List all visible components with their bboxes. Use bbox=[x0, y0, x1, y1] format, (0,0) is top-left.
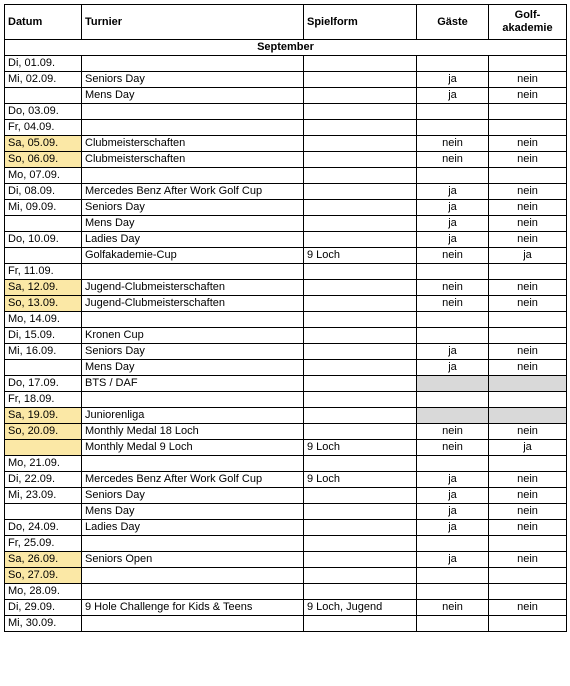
cell-akademie: nein bbox=[489, 552, 567, 568]
cell-datum bbox=[5, 360, 82, 376]
cell-turnier: Seniors Day bbox=[82, 200, 304, 216]
table-row bbox=[5, 584, 567, 600]
cell-gaeste: ja bbox=[417, 88, 489, 104]
cell-gaeste: nein bbox=[417, 440, 489, 456]
cell-akademie bbox=[489, 536, 567, 552]
table-row bbox=[5, 280, 567, 296]
cell-turnier: Golfakademie-Cup bbox=[82, 248, 304, 264]
cell-gaeste: nein bbox=[417, 152, 489, 168]
table-row bbox=[5, 424, 567, 440]
cell-turnier bbox=[82, 120, 304, 136]
cell-turnier: Kronen Cup bbox=[82, 328, 304, 344]
cell-turnier: Clubmeisterschaften bbox=[82, 136, 304, 152]
cell-akademie: nein bbox=[489, 472, 567, 488]
month-row bbox=[5, 40, 567, 56]
cell-gaeste: ja bbox=[417, 472, 489, 488]
cell-spielform bbox=[304, 392, 417, 408]
header-spielform: Spielform bbox=[304, 5, 417, 40]
cell-akademie bbox=[489, 408, 567, 424]
cell-akademie: nein bbox=[489, 136, 567, 152]
cell-gaeste bbox=[417, 120, 489, 136]
cell-datum: Mo, 21.09. bbox=[5, 456, 82, 472]
table-row bbox=[5, 568, 567, 584]
header-gaeste: Gäste bbox=[417, 5, 489, 40]
cell-datum: Mo, 14.09. bbox=[5, 312, 82, 328]
cell-datum: Di, 01.09. bbox=[5, 56, 82, 72]
cell-turnier: Mens Day bbox=[82, 360, 304, 376]
cell-akademie: nein bbox=[489, 280, 567, 296]
table-row bbox=[5, 168, 567, 184]
cell-turnier bbox=[82, 168, 304, 184]
cell-gaeste bbox=[417, 104, 489, 120]
cell-akademie: nein bbox=[489, 184, 567, 200]
table-row bbox=[5, 152, 567, 168]
table-row bbox=[5, 536, 567, 552]
cell-spielform bbox=[304, 328, 417, 344]
cell-turnier bbox=[82, 584, 304, 600]
cell-akademie bbox=[489, 616, 567, 632]
cell-gaeste bbox=[417, 456, 489, 472]
cell-turnier: Ladies Day bbox=[82, 232, 304, 248]
cell-gaeste bbox=[417, 312, 489, 328]
cell-turnier bbox=[82, 104, 304, 120]
cell-akademie: nein bbox=[489, 504, 567, 520]
cell-akademie: nein bbox=[489, 344, 567, 360]
cell-akademie bbox=[489, 104, 567, 120]
cell-turnier: Monthly Medal 9 Loch bbox=[82, 440, 304, 456]
cell-gaeste bbox=[417, 264, 489, 280]
header-datum: Datum bbox=[5, 5, 82, 40]
cell-datum: Mi, 09.09. bbox=[5, 200, 82, 216]
table-row bbox=[5, 360, 567, 376]
cell-spielform bbox=[304, 152, 417, 168]
cell-akademie: nein bbox=[489, 88, 567, 104]
cell-datum: So, 20.09. bbox=[5, 424, 82, 440]
cell-akademie: nein bbox=[489, 296, 567, 312]
cell-spielform bbox=[304, 72, 417, 88]
cell-turnier bbox=[82, 568, 304, 584]
cell-datum: Sa, 19.09. bbox=[5, 408, 82, 424]
cell-datum: So, 13.09. bbox=[5, 296, 82, 312]
cell-gaeste: nein bbox=[417, 136, 489, 152]
cell-akademie: nein bbox=[489, 200, 567, 216]
table-row bbox=[5, 88, 567, 104]
month-label: September bbox=[5, 40, 567, 56]
cell-akademie: nein bbox=[489, 600, 567, 616]
table-row bbox=[5, 184, 567, 200]
cell-datum: Sa, 05.09. bbox=[5, 136, 82, 152]
cell-datum: Sa, 12.09. bbox=[5, 280, 82, 296]
cell-gaeste: ja bbox=[417, 216, 489, 232]
cell-spielform bbox=[304, 136, 417, 152]
cell-spielform bbox=[304, 216, 417, 232]
cell-akademie bbox=[489, 376, 567, 392]
cell-turnier: Monthly Medal 18 Loch bbox=[82, 424, 304, 440]
cell-akademie bbox=[489, 568, 567, 584]
table-row bbox=[5, 600, 567, 616]
cell-gaeste: nein bbox=[417, 424, 489, 440]
table-row bbox=[5, 200, 567, 216]
header-akademie: Golf- akademie bbox=[489, 5, 567, 40]
cell-datum: Fr, 11.09. bbox=[5, 264, 82, 280]
cell-spielform bbox=[304, 536, 417, 552]
cell-spielform bbox=[304, 88, 417, 104]
cell-akademie bbox=[489, 168, 567, 184]
table-row bbox=[5, 120, 567, 136]
cell-gaeste bbox=[417, 616, 489, 632]
cell-spielform bbox=[304, 344, 417, 360]
cell-spielform bbox=[304, 200, 417, 216]
cell-datum: Fr, 18.09. bbox=[5, 392, 82, 408]
table-row bbox=[5, 104, 567, 120]
cell-turnier bbox=[82, 264, 304, 280]
table-row bbox=[5, 136, 567, 152]
cell-datum: Mo, 28.09. bbox=[5, 584, 82, 600]
cell-datum bbox=[5, 216, 82, 232]
cell-datum: Di, 22.09. bbox=[5, 472, 82, 488]
table-row bbox=[5, 232, 567, 248]
cell-spielform bbox=[304, 504, 417, 520]
cell-datum: Mi, 23.09. bbox=[5, 488, 82, 504]
header-turnier: Turnier bbox=[82, 5, 304, 40]
cell-datum: Do, 17.09. bbox=[5, 376, 82, 392]
cell-turnier: Jugend-Clubmeisterschaften bbox=[82, 296, 304, 312]
cell-spielform: 9 Loch, Jugend bbox=[304, 600, 417, 616]
cell-akademie bbox=[489, 264, 567, 280]
cell-akademie bbox=[489, 328, 567, 344]
cell-akademie bbox=[489, 456, 567, 472]
cell-gaeste: ja bbox=[417, 184, 489, 200]
cell-akademie: nein bbox=[489, 232, 567, 248]
cell-spielform bbox=[304, 168, 417, 184]
cell-akademie bbox=[489, 56, 567, 72]
cell-turnier: BTS / DAF bbox=[82, 376, 304, 392]
table-row bbox=[5, 264, 567, 280]
cell-gaeste: ja bbox=[417, 504, 489, 520]
cell-spielform bbox=[304, 232, 417, 248]
table-row bbox=[5, 456, 567, 472]
cell-gaeste: ja bbox=[417, 552, 489, 568]
cell-spielform bbox=[304, 184, 417, 200]
cell-datum: Mi, 02.09. bbox=[5, 72, 82, 88]
cell-akademie: nein bbox=[489, 360, 567, 376]
table-row bbox=[5, 56, 567, 72]
cell-turnier bbox=[82, 536, 304, 552]
cell-gaeste bbox=[417, 392, 489, 408]
table-row bbox=[5, 248, 567, 264]
cell-turnier bbox=[82, 312, 304, 328]
cell-turnier: Clubmeisterschaften bbox=[82, 152, 304, 168]
cell-gaeste: ja bbox=[417, 488, 489, 504]
cell-spielform bbox=[304, 568, 417, 584]
cell-datum: Mi, 30.09. bbox=[5, 616, 82, 632]
cell-datum: Fr, 25.09. bbox=[5, 536, 82, 552]
cell-spielform bbox=[304, 424, 417, 440]
cell-turnier: 9 Hole Challenge for Kids & Teens bbox=[82, 600, 304, 616]
cell-datum: Mo, 07.09. bbox=[5, 168, 82, 184]
table-row bbox=[5, 328, 567, 344]
cell-turnier: Seniors Day bbox=[82, 488, 304, 504]
cell-datum bbox=[5, 248, 82, 264]
cell-datum: Di, 15.09. bbox=[5, 328, 82, 344]
cell-akademie bbox=[489, 584, 567, 600]
cell-datum: Di, 08.09. bbox=[5, 184, 82, 200]
table-row bbox=[5, 504, 567, 520]
cell-gaeste bbox=[417, 168, 489, 184]
cell-akademie: ja bbox=[489, 440, 567, 456]
table-row bbox=[5, 344, 567, 360]
cell-akademie: ja bbox=[489, 248, 567, 264]
cell-turnier: Juniorenliga bbox=[82, 408, 304, 424]
cell-turnier: Seniors Day bbox=[82, 344, 304, 360]
cell-gaeste bbox=[417, 408, 489, 424]
cell-gaeste: ja bbox=[417, 72, 489, 88]
cell-gaeste: nein bbox=[417, 248, 489, 264]
cell-turnier: Mercedes Benz After Work Golf Cup bbox=[82, 472, 304, 488]
cell-spielform bbox=[304, 360, 417, 376]
schedule-table bbox=[4, 4, 567, 632]
tournament-schedule bbox=[4, 4, 567, 632]
cell-turnier: Jugend-Clubmeisterschaften bbox=[82, 280, 304, 296]
cell-gaeste bbox=[417, 568, 489, 584]
table-row bbox=[5, 216, 567, 232]
cell-spielform: 9 Loch bbox=[304, 440, 417, 456]
table-row bbox=[5, 392, 567, 408]
cell-turnier: Mercedes Benz After Work Golf Cup bbox=[82, 184, 304, 200]
cell-turnier bbox=[82, 56, 304, 72]
cell-turnier: Mens Day bbox=[82, 504, 304, 520]
cell-gaeste bbox=[417, 584, 489, 600]
cell-spielform bbox=[304, 296, 417, 312]
cell-datum: So, 27.09. bbox=[5, 568, 82, 584]
table-row bbox=[5, 376, 567, 392]
table-row bbox=[5, 72, 567, 88]
cell-gaeste bbox=[417, 328, 489, 344]
cell-gaeste: nein bbox=[417, 296, 489, 312]
cell-turnier: Seniors Open bbox=[82, 552, 304, 568]
table-row bbox=[5, 616, 567, 632]
cell-spielform bbox=[304, 520, 417, 536]
cell-gaeste: nein bbox=[417, 280, 489, 296]
cell-spielform bbox=[304, 456, 417, 472]
cell-turnier: Ladies Day bbox=[82, 520, 304, 536]
cell-datum bbox=[5, 88, 82, 104]
cell-akademie: nein bbox=[489, 152, 567, 168]
cell-gaeste: nein bbox=[417, 600, 489, 616]
cell-spielform bbox=[304, 56, 417, 72]
cell-datum: So, 06.09. bbox=[5, 152, 82, 168]
cell-turnier: Mens Day bbox=[82, 216, 304, 232]
cell-akademie bbox=[489, 120, 567, 136]
table-row bbox=[5, 488, 567, 504]
cell-akademie: nein bbox=[489, 488, 567, 504]
cell-datum bbox=[5, 440, 82, 456]
cell-akademie: nein bbox=[489, 72, 567, 88]
cell-spielform: 9 Loch bbox=[304, 248, 417, 264]
cell-spielform bbox=[304, 264, 417, 280]
cell-spielform bbox=[304, 408, 417, 424]
cell-turnier bbox=[82, 616, 304, 632]
cell-datum: Sa, 26.09. bbox=[5, 552, 82, 568]
cell-akademie bbox=[489, 392, 567, 408]
cell-spielform bbox=[304, 616, 417, 632]
cell-spielform bbox=[304, 280, 417, 296]
cell-spielform bbox=[304, 376, 417, 392]
cell-datum: Fr, 04.09. bbox=[5, 120, 82, 136]
table-row bbox=[5, 472, 567, 488]
cell-akademie: nein bbox=[489, 424, 567, 440]
cell-turnier bbox=[82, 456, 304, 472]
cell-spielform bbox=[304, 584, 417, 600]
cell-gaeste: ja bbox=[417, 200, 489, 216]
cell-datum: Do, 03.09. bbox=[5, 104, 82, 120]
cell-datum bbox=[5, 504, 82, 520]
table-row bbox=[5, 552, 567, 568]
cell-gaeste: ja bbox=[417, 232, 489, 248]
cell-gaeste: ja bbox=[417, 520, 489, 536]
cell-spielform bbox=[304, 120, 417, 136]
cell-turnier: Seniors Day bbox=[82, 72, 304, 88]
cell-akademie bbox=[489, 312, 567, 328]
table-row bbox=[5, 408, 567, 424]
cell-spielform bbox=[304, 488, 417, 504]
table-row bbox=[5, 296, 567, 312]
cell-akademie: nein bbox=[489, 216, 567, 232]
cell-akademie: nein bbox=[489, 520, 567, 536]
cell-turnier bbox=[82, 392, 304, 408]
cell-spielform bbox=[304, 312, 417, 328]
cell-gaeste: ja bbox=[417, 344, 489, 360]
cell-datum: Do, 24.09. bbox=[5, 520, 82, 536]
cell-gaeste: ja bbox=[417, 360, 489, 376]
table-row bbox=[5, 312, 567, 328]
cell-datum: Do, 10.09. bbox=[5, 232, 82, 248]
cell-gaeste bbox=[417, 56, 489, 72]
cell-turnier: Mens Day bbox=[82, 88, 304, 104]
table-row bbox=[5, 520, 567, 536]
cell-spielform bbox=[304, 104, 417, 120]
cell-datum: Di, 29.09. bbox=[5, 600, 82, 616]
cell-datum: Mi, 16.09. bbox=[5, 344, 82, 360]
cell-spielform: 9 Loch bbox=[304, 472, 417, 488]
header-row bbox=[5, 5, 567, 40]
cell-spielform bbox=[304, 552, 417, 568]
table-row bbox=[5, 440, 567, 456]
cell-gaeste bbox=[417, 376, 489, 392]
cell-gaeste bbox=[417, 536, 489, 552]
